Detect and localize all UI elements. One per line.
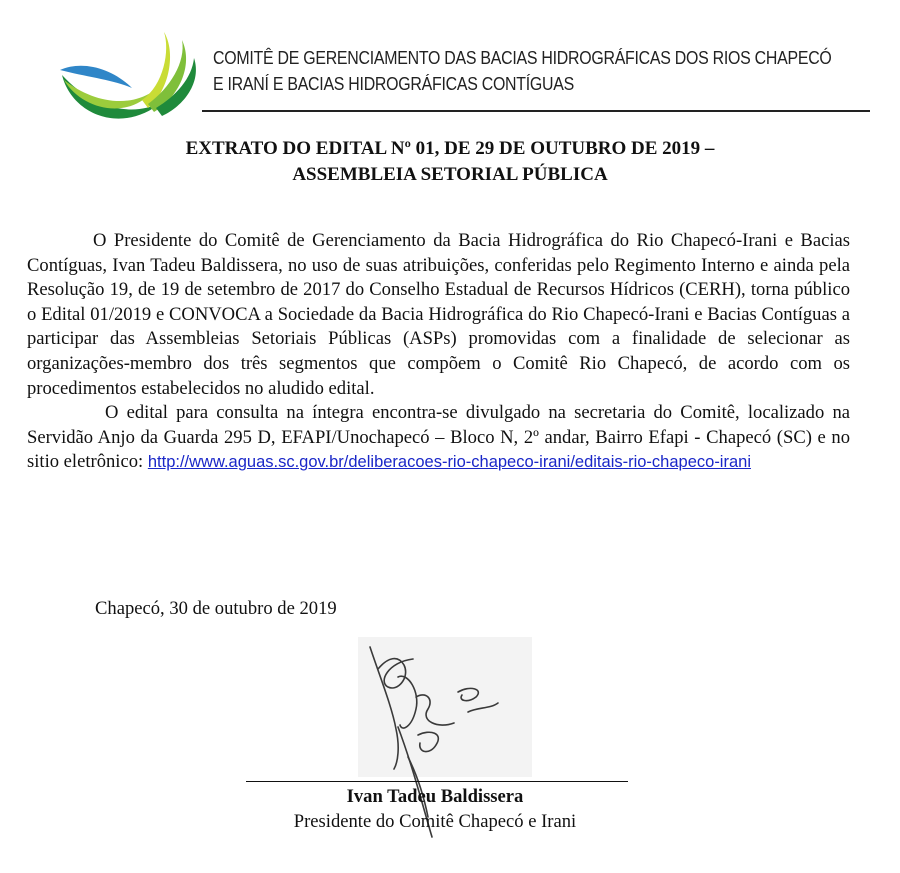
date-location: Chapecó, 30 de outubro de 2019: [95, 598, 337, 619]
paragraph-2-text: O edital para consulta na íntegra encontra-se divulgado na secretaria do Comitê, localizado na Servidão Anjo da Guarda 295 D, EFAPI/Unochapecó – Bloco N, 2º andar, Bairro Efapi - Chapecó (SC) e no sitio eletrônico:: [27, 402, 850, 473]
organization-name: [213, 45, 832, 97]
signature-line: [246, 781, 628, 782]
paragraph-1: O Presidente do Comitê de Gerenciamento da Bacia Hidrográfica do Rio Chapecó-Irani e Bacias Contíguas, Ivan Tadeu Baldissera, no uso de suas atribuições, conferidas pelo Regimento Interno e ainda pela Resolução 19, de 19 de setembro de 2017 do Conselho Estadual de Recursos Hídricos (CERH), torna público o Edital 01/2019 e CONVOCA a Sociedade da Bacia Hidrográfica do Rio Chapecó-Irani e Bacias Contíguas a participar das Assembleias Setoriais Públicas (ASPs) promovidas com a finalidade de selecionar as organizações-membro dos três segmentos que compõem o Comitê Rio Chapecó, de acordo com os procedimentos estabelecidos no aludido edital.: [27, 230, 850, 399]
document-title: [0, 136, 900, 188]
letterhead: [0, 0, 900, 130]
header-divider: [202, 110, 870, 112]
committee-logo-icon: [52, 30, 202, 130]
organization-name-line-2: E IRANÍ E BACIAS HIDROGRÁFICAS CONTÍGUAS: [213, 73, 574, 94]
signer-name-text: Ivan Tadeu Baldissera: [346, 786, 524, 807]
edital-link[interactable]: http://www.aguas.sc.gov.br/deliberacoes-rio-chapeco-irani/editais-rio-chapeco-irani: [147, 453, 751, 472]
organization-name-line-1: COMITÊ DE GERENCIAMENTO DAS BACIAS HIDROGRÁFICAS DOS RIOS CHAPECÓ: [213, 47, 832, 68]
paragraph-2: [27, 401, 850, 475]
signer-name: [0, 786, 900, 808]
signer-role-text: Presidente do Comitê Chapecó e Irani: [293, 811, 577, 832]
title-line-1: EXTRATO DO EDITAL Nº 01, DE 29 DE OUTUBRO DE 2019 –: [185, 138, 715, 159]
document-body: [27, 229, 850, 475]
signer-role: [0, 811, 900, 833]
title-line-2: ASSEMBLEIA SETORIAL PÚBLICA: [292, 164, 608, 185]
